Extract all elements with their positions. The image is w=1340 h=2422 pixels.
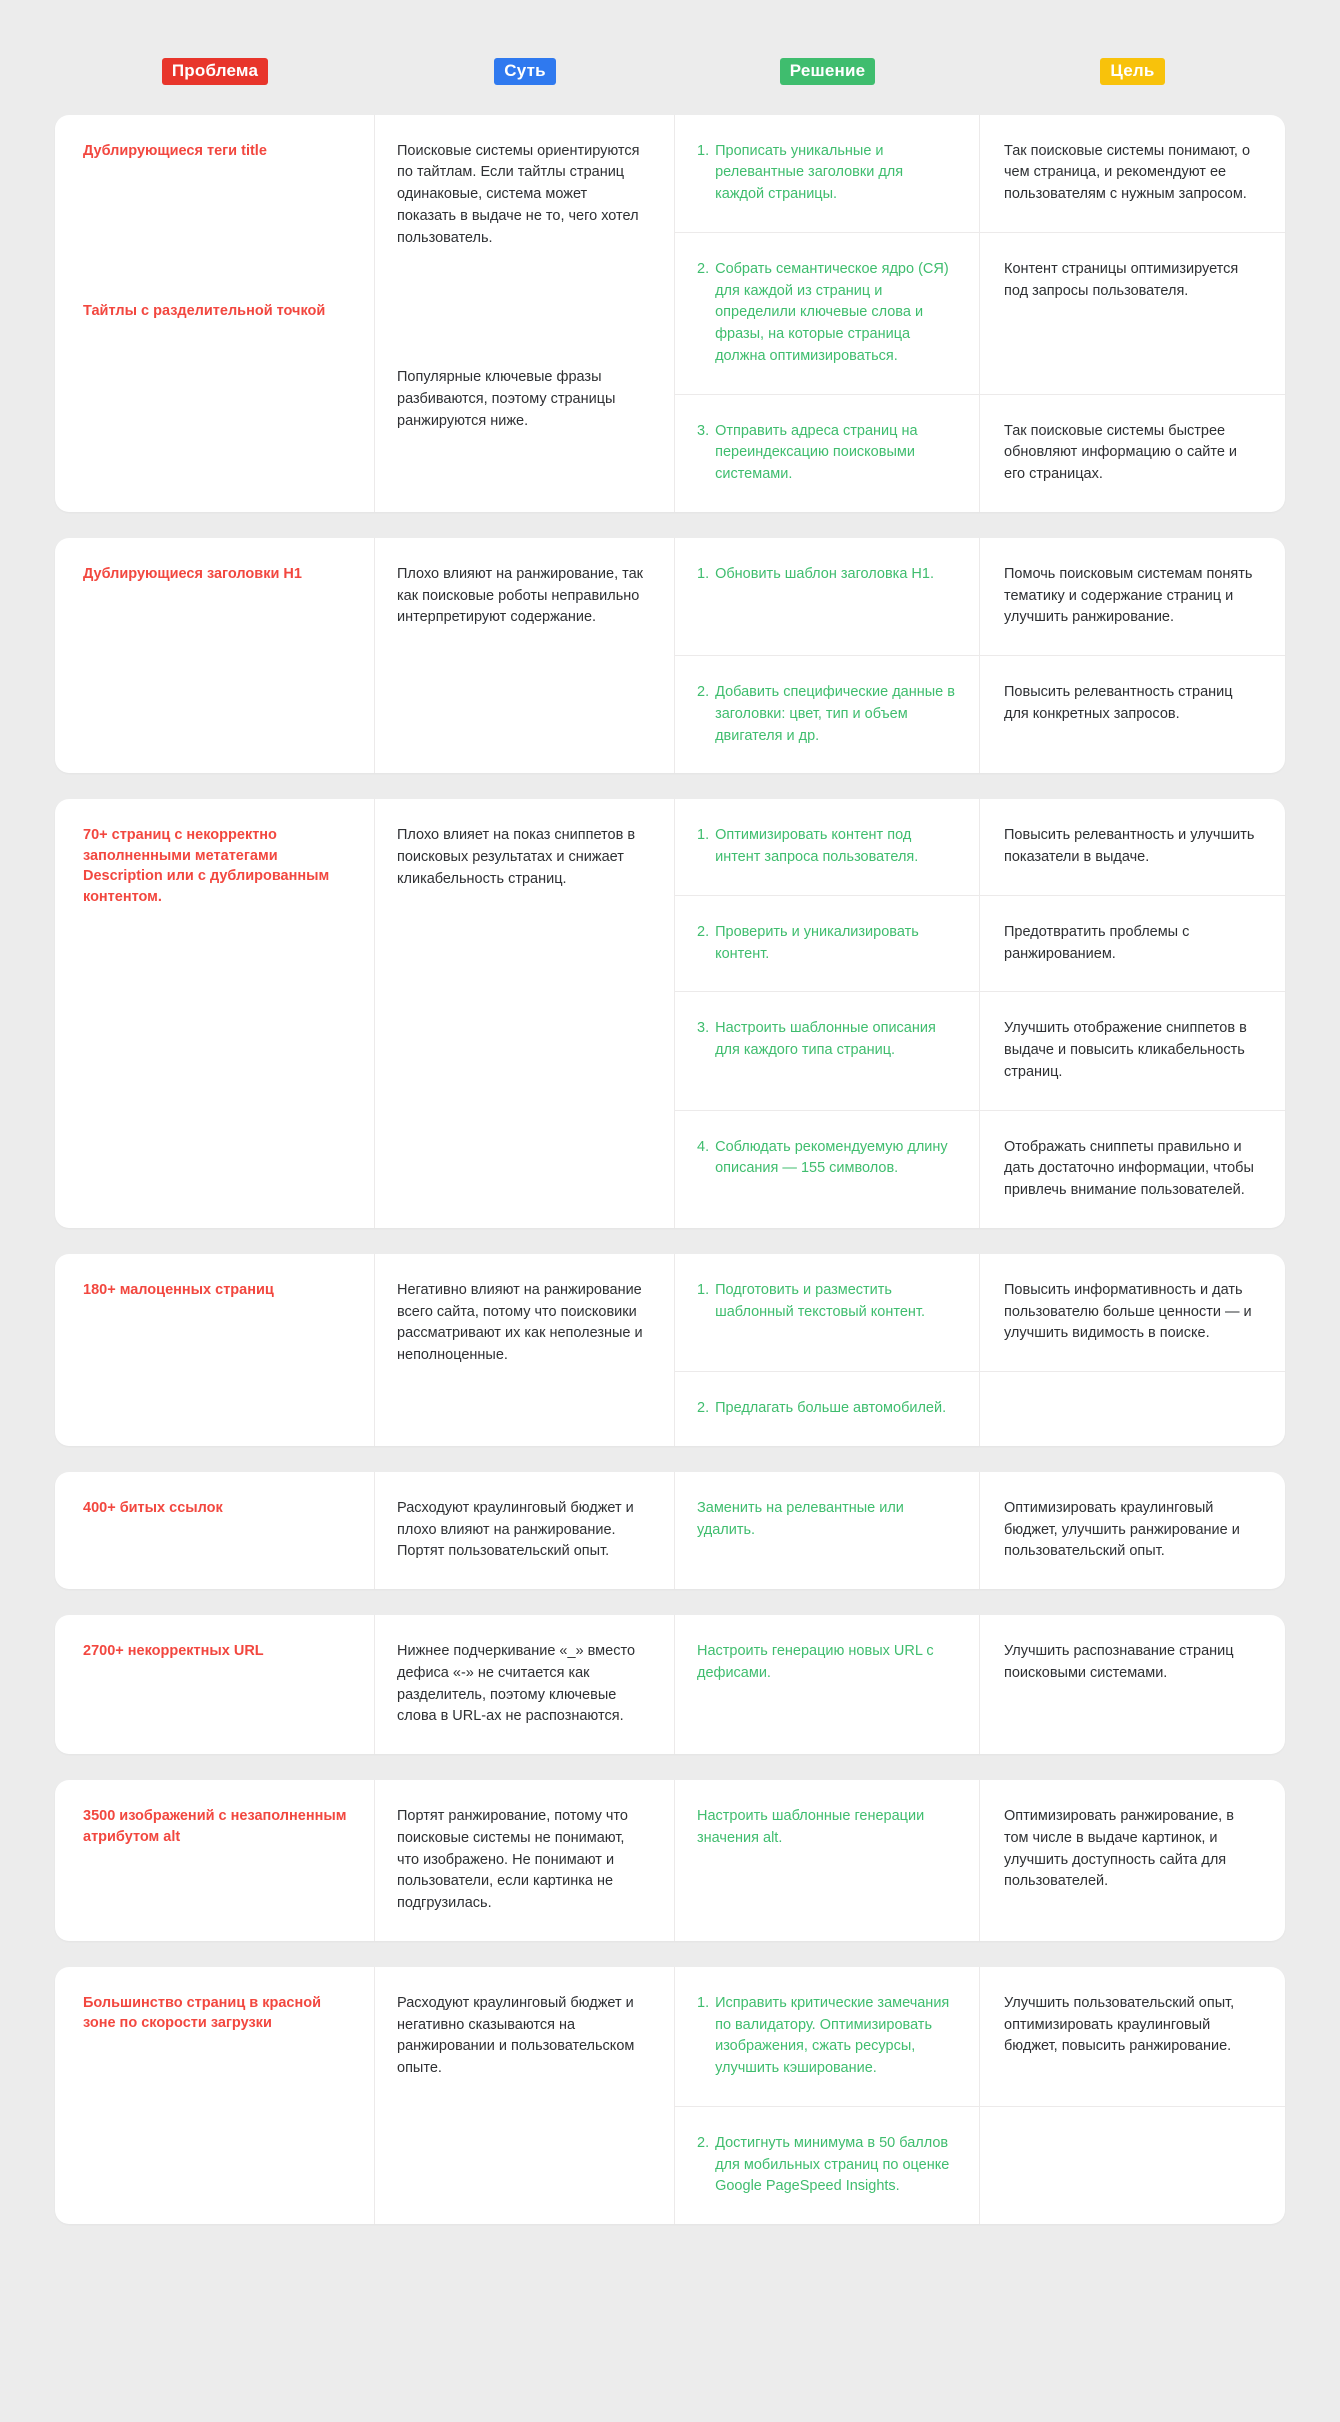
goal-text: Улучшить распознавание страниц поисковыми системами. xyxy=(1004,1643,1234,1681)
goal-text: Повысить релевантность страниц для конкретных запросов. xyxy=(1004,684,1233,722)
essence-text: Плохо влияет на показ сниппетов в поисковых результатах и снижает кликабельность страниц. xyxy=(397,827,636,887)
solution-cell xyxy=(675,395,980,512)
essence-text: Плохо влияют на ранжирование, так как поисковые роботы неправильно интерпретируют содержание. xyxy=(397,565,644,626)
solution-text-wrap xyxy=(697,1398,955,1420)
table-row xyxy=(675,1371,1285,1446)
goal-cell xyxy=(980,115,1285,232)
solution-text: Настроить шаблонные генерации значения alt. xyxy=(697,1808,925,1846)
solution-cell xyxy=(675,538,980,655)
goal-text: Повысить информативность и дать пользователю больше ценности — и улучшить видимость в поиске. xyxy=(1004,1281,1252,1342)
solution-text: Предлагать больше автомобилей. xyxy=(715,1400,947,1417)
solution-cell xyxy=(675,656,980,773)
solution-number: 3. xyxy=(697,422,710,439)
problem-cell xyxy=(55,1780,375,1941)
solution-cell xyxy=(675,992,980,1109)
solution-number: 1. xyxy=(697,827,710,844)
solution-goal-column xyxy=(675,1254,1285,1446)
goal-cell xyxy=(980,233,1285,394)
goal-text: Отображать сниппеты правильно и дать достаточно информации, чтобы привлечь внимание пользователей. xyxy=(1004,1138,1254,1199)
solution-number: 2. xyxy=(697,2134,710,2151)
essence-text: Поисковые системы ориентируются по тайтлам. Если тайтлы страниц одинаковые, система может показать в выдаче не то, чего хотел пользователь. xyxy=(397,142,640,246)
goal-cell xyxy=(980,992,1285,1109)
essence-text: Популярные ключевые фразы разбиваются, поэтому страницы ранжируются ниже. xyxy=(397,369,616,429)
table-row xyxy=(675,2106,1285,2224)
header-cell-goal xyxy=(980,58,1285,85)
solution-text: Исправить критические замечания по валидатору. Оптимизировать изображения, сжать ресурсы, улучшить кэширование. xyxy=(715,1994,950,2077)
goal-cell xyxy=(980,1111,1285,1228)
solution-cell xyxy=(675,896,980,992)
solution-goal-column xyxy=(675,1472,1285,1589)
goal-cell xyxy=(980,656,1285,773)
problem-text: Дублирующиеся заголовки Н1 xyxy=(83,565,302,582)
solution-cell xyxy=(675,1967,980,2106)
audit-card xyxy=(55,1780,1285,1941)
essence-text: Портят ранжирование, потому что поисковые системы не понимают, что изображено. Не понимают и пользователи, если картинка не подгрузилась. xyxy=(397,1808,628,1912)
solution-cell xyxy=(675,1780,980,1941)
solution-text: Подготовить и разместить шаблонный текстовый контент. xyxy=(715,1281,925,1320)
table-row xyxy=(675,1780,1285,1941)
solution-cell xyxy=(675,1472,980,1589)
goal-text: Так поисковые системы понимают, о чем страница, и рекомендуют ее пользователям с нужным запросом. xyxy=(1004,142,1251,203)
solution-number: 2. xyxy=(697,923,710,940)
table-header xyxy=(55,30,1285,115)
problem-text: 400+ битых ссылок xyxy=(83,1499,223,1516)
problem-cell xyxy=(55,799,375,1228)
solution-number: 2. xyxy=(697,260,710,277)
solution-text-wrap xyxy=(697,1993,955,2080)
header-tag-problem: Проблема xyxy=(162,58,268,85)
solution-text-wrap xyxy=(697,259,955,368)
solution-text: Собрать семантическое ядро (СЯ) для каждой из страниц и определили ключевые слова и фразы, на которые страница должна оптимизироваться. xyxy=(715,260,949,364)
goal-text: Контент страницы оптимизируется под запросы пользователя. xyxy=(1004,260,1239,299)
goal-text: Помочь поисковым системам понять тематику и содержание страниц и улучшить ранжирование. xyxy=(1004,565,1253,626)
header-cell-essence xyxy=(375,58,675,85)
essence-cell xyxy=(375,799,675,1228)
solution-text-wrap xyxy=(697,922,955,966)
header-tag-goal: Цель xyxy=(1100,58,1164,85)
solution-text-wrap xyxy=(697,1806,955,1850)
essence-text: Нижнее подчеркивание «_» вместо дефиса «-» не считается как разделитель, поэтому ключевые слова в URL-ах не распознаются. xyxy=(397,1643,636,1725)
goal-text: Оптимизировать краулинговый бюджет, улучшить ранжирование и пользовательский опыт. xyxy=(1004,1499,1240,1560)
goal-cell xyxy=(980,1472,1285,1589)
solution-text: Настроить шаблонные описания для каждого типа страниц. xyxy=(715,1020,936,1059)
solution-text-wrap xyxy=(697,1498,955,1542)
goal-cell xyxy=(980,1780,1285,1941)
header-cell-problem xyxy=(55,58,375,85)
audit-card xyxy=(55,115,1285,512)
goal-text: Повысить релевантность и улучшить показатели в выдаче. xyxy=(1004,827,1255,866)
solution-text-wrap xyxy=(697,2133,955,2198)
goal-cell xyxy=(980,896,1285,992)
problem-cell xyxy=(55,1967,375,2224)
table-row xyxy=(675,799,1285,895)
problem-cell xyxy=(55,1254,375,1446)
solution-text-wrap xyxy=(697,1641,955,1685)
table-row xyxy=(675,655,1285,773)
goal-text: Оптимизировать ранжирование, в том числе в выдаче картинок, и улучшить доступность сайта для пользователей. xyxy=(1004,1808,1234,1890)
solution-cell xyxy=(675,1111,980,1228)
audit-card xyxy=(55,1615,1285,1754)
table-row xyxy=(675,232,1285,394)
solution-cell xyxy=(675,1372,980,1446)
solution-cell xyxy=(675,799,980,895)
solution-text: Прописать уникальные и релевантные заголовки для каждой страницы. xyxy=(715,142,904,203)
goal-text: Предотвратить проблемы с ранжированием. xyxy=(1004,923,1190,962)
essence-cell xyxy=(375,538,675,774)
table-row xyxy=(675,1967,1285,2106)
solution-goal-column xyxy=(675,799,1285,1228)
solution-number: 1. xyxy=(697,142,710,159)
table-row xyxy=(675,1472,1285,1589)
solution-cell xyxy=(675,2107,980,2224)
solution-goal-column xyxy=(675,1967,1285,2224)
table-row xyxy=(675,991,1285,1109)
essence-cell xyxy=(375,1780,675,1941)
table-row xyxy=(675,538,1285,655)
problem-text: Тайтлы с разделительной точкой xyxy=(83,303,326,320)
audit-card xyxy=(55,1967,1285,2224)
table-row xyxy=(675,115,1285,232)
solution-cell xyxy=(675,1615,980,1754)
solution-text-wrap xyxy=(697,682,955,747)
audit-card xyxy=(55,1472,1285,1589)
goal-text: Улучшить отображение сниппетов в выдаче и повысить кликабельность страниц. xyxy=(1004,1020,1247,1080)
solution-goal-column xyxy=(675,1615,1285,1754)
goal-cell xyxy=(980,1967,1285,2106)
problem-text: 3500 изображений с незаполненным атрибутом alt xyxy=(83,1808,347,1845)
problem-text: 180+ малоценных страниц xyxy=(83,1281,274,1298)
solution-goal-column xyxy=(675,115,1285,512)
solution-cell xyxy=(675,115,980,232)
problem-cell xyxy=(55,1615,375,1754)
solution-text-wrap xyxy=(697,1280,955,1324)
solution-number: 3. xyxy=(697,1020,710,1037)
solution-number: 1. xyxy=(697,565,710,582)
solution-number: 2. xyxy=(697,684,710,701)
solution-number: 4. xyxy=(697,1138,710,1155)
essence-text: Негативно влияют на ранжирование всего сайта, потому что поисковики рассматривают их как неполезные и неполноценные. xyxy=(397,1281,643,1364)
essence-cell xyxy=(375,1254,675,1446)
essence-cell xyxy=(375,1967,675,2224)
goal-cell xyxy=(980,2107,1285,2224)
solution-number: 1. xyxy=(697,1994,710,2011)
solution-text: Настроить генерацию новых URL с дефисами. xyxy=(697,1643,934,1681)
essence-cell xyxy=(375,115,675,512)
problem-text: Большинство страниц в красной зоне по скорости загрузки xyxy=(83,1994,321,2032)
solution-text: Обновить шаблон заголовка Н1. xyxy=(715,565,934,582)
essence-cell xyxy=(375,1472,675,1589)
problem-cell xyxy=(55,538,375,774)
problem-text: 70+ страниц с некорректно заполненными метатегами Description или с дублированным контентом. xyxy=(83,827,330,906)
solution-cell xyxy=(675,233,980,394)
table-row xyxy=(675,895,1285,992)
table-row xyxy=(675,1615,1285,1754)
essence-text: Расходуют краулинговый бюджет и негативно сказываются на ранжировании и пользовательском опыте. xyxy=(397,1994,635,2077)
problem-text: 2700+ некорректных URL xyxy=(83,1643,264,1660)
audit-card xyxy=(55,538,1285,774)
goal-cell xyxy=(980,395,1285,512)
solution-text-wrap xyxy=(697,825,955,869)
solution-cell xyxy=(675,1254,980,1371)
header-tag-solution: Решение xyxy=(780,58,876,85)
table-row xyxy=(675,394,1285,512)
essence-cell xyxy=(375,1615,675,1754)
problem-text: Дублирующиеся теги title xyxy=(83,142,267,159)
solution-text: Соблюдать рекомендуемую длину описания — 155 символов. xyxy=(715,1138,948,1177)
goal-cell xyxy=(980,1615,1285,1754)
solution-text-wrap xyxy=(697,141,955,206)
solution-text-wrap xyxy=(697,421,955,486)
solution-text: Достигнуть минимума в 50 баллов для мобильных страниц по оценке Google PageSpeed Insights. xyxy=(715,2134,950,2195)
table-row xyxy=(675,1110,1285,1228)
solution-text-wrap xyxy=(697,1137,955,1181)
problem-cell xyxy=(55,115,375,512)
goal-text: Улучшить пользовательский опыт, оптимизировать краулинговый бюджет, повысить ранжирование. xyxy=(1004,1994,1235,2055)
header-tag-essence: Суть xyxy=(494,58,556,85)
essence-text: Расходуют краулинговый бюджет и плохо влияют на ранжирование. Портят пользовательский опыт. xyxy=(397,1499,634,1560)
goal-cell xyxy=(980,1372,1285,1446)
goal-cell xyxy=(980,799,1285,895)
solution-text-wrap xyxy=(697,1018,955,1062)
solution-text: Проверить и уникализировать контент. xyxy=(715,923,919,962)
solution-text: Отправить адреса страниц на переиндексацию поисковыми системами. xyxy=(715,422,918,483)
solution-number: 1. xyxy=(697,1281,710,1298)
cards-container xyxy=(55,115,1285,2225)
solution-text: Оптимизировать контент под интент запроса пользователя. xyxy=(715,827,919,866)
audit-card xyxy=(55,1254,1285,1446)
audit-card xyxy=(55,799,1285,1228)
goal-text: Так поисковые системы быстрее обновляют информацию о сайте и его страницах. xyxy=(1004,422,1238,483)
solution-goal-column xyxy=(675,538,1285,774)
table-row xyxy=(675,1254,1285,1371)
solution-goal-column xyxy=(675,1780,1285,1941)
solution-number: 2. xyxy=(697,1400,710,1417)
header-cell-solution xyxy=(675,58,980,85)
goal-cell xyxy=(980,538,1285,655)
goal-cell xyxy=(980,1254,1285,1371)
solution-text: Добавить специфические данные в заголовки: цвет, тип и объем двигателя и др. xyxy=(715,684,955,744)
solution-text-wrap xyxy=(697,564,955,586)
problem-cell xyxy=(55,1472,375,1589)
solution-text: Заменить на релевантные или удалить. xyxy=(697,1499,904,1538)
